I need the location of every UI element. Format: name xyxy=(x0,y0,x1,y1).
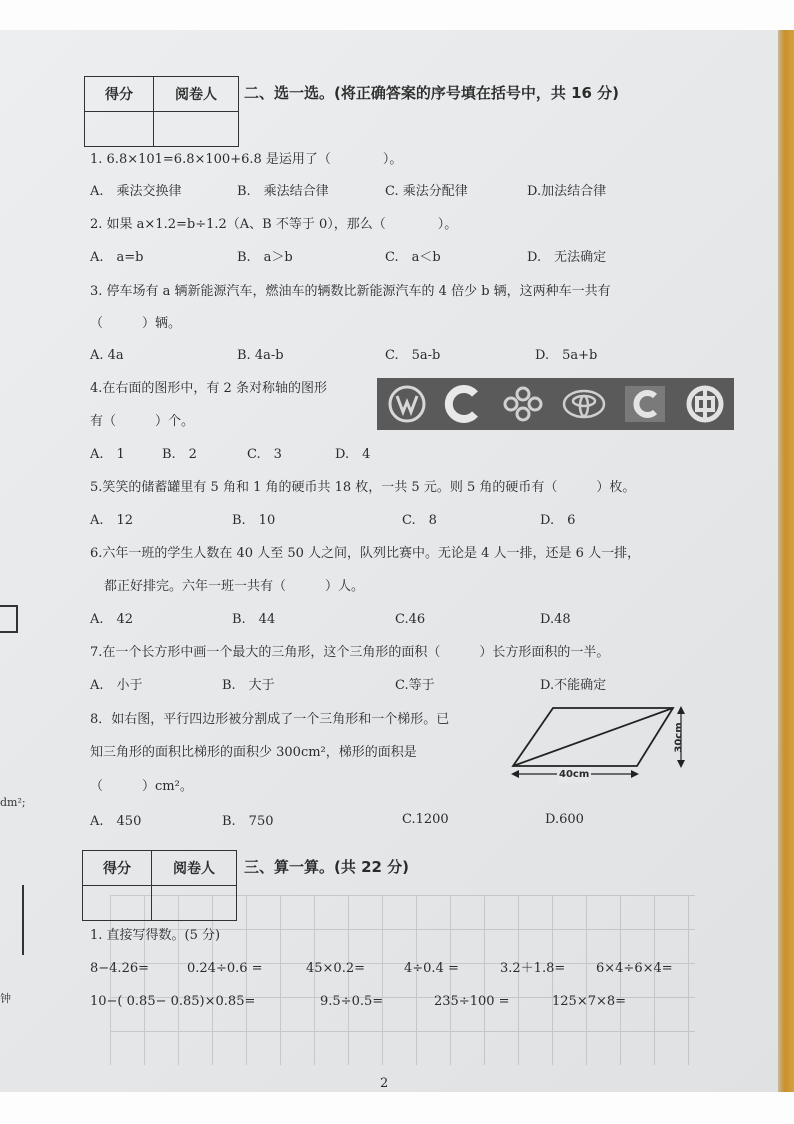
q8-option-a: A. 450 xyxy=(90,814,142,829)
photo-background-top xyxy=(0,0,794,30)
calc-item: 6×4÷6×4= xyxy=(596,961,673,976)
section3-title: 三、算一算。(共 22 分) xyxy=(244,858,410,876)
grader-header: 阅卷人 xyxy=(154,77,239,112)
score-cell[interactable] xyxy=(85,112,154,147)
binder-edge xyxy=(778,30,794,1092)
calc-item: 4÷0.4 = xyxy=(404,961,459,976)
q5-option-a: A. 12 xyxy=(90,513,134,528)
q3-stem-line2: （ ）辆。 xyxy=(90,316,182,331)
q1-option-c: C. 乘法分配律 xyxy=(385,184,468,199)
q3-option-c: C. 5a-b xyxy=(385,348,441,363)
q8-height-label: 30cm xyxy=(673,722,685,753)
q4-option-a: A. 1 xyxy=(90,447,125,462)
calc-item: 0.24÷0.6 = xyxy=(187,961,263,976)
q8-option-d: D.600 xyxy=(545,812,584,827)
score-cell[interactable] xyxy=(83,886,152,921)
calc-item: 125×7×8= xyxy=(552,994,627,1009)
score-box-section2 xyxy=(84,76,239,147)
q2-option-a: A. a=b xyxy=(90,250,144,265)
photo-background-bottom xyxy=(0,1092,794,1124)
q1-option-a: A. 乘法交换律 xyxy=(90,184,182,199)
q6-option-d: D.48 xyxy=(540,612,571,627)
q8-option-b: B. 750 xyxy=(222,814,274,829)
q1-option-d: D.加法结合律 xyxy=(527,184,607,199)
margin-text-dm: dm²; xyxy=(0,796,26,809)
calc-item: 3.2＋1.8= xyxy=(500,961,566,976)
q4-stem-line2: 有（ ）个。 xyxy=(90,414,195,429)
q1-stem: 1. 6.8×101=6.8×100+6.8 是运用了（ ）。 xyxy=(90,152,403,167)
q5-option-d: D. 6 xyxy=(540,513,576,528)
cmbc-logo-icon xyxy=(623,384,667,424)
q6-option-c: C.46 xyxy=(395,612,426,627)
ccb-logo-icon xyxy=(443,384,483,424)
q5-option-c: C. 8 xyxy=(402,513,437,528)
q6-option-b: B. 44 xyxy=(232,612,276,627)
calc-item: 235÷100 = xyxy=(434,994,510,1009)
calc-item: 9.5÷0.5= xyxy=(320,994,384,1009)
q3-option-d: D. 5a+b xyxy=(535,348,598,363)
q4-option-b: B. 2 xyxy=(162,447,197,462)
calc-item: 45×0.2= xyxy=(306,961,366,976)
score-header: 得分 xyxy=(85,77,154,112)
q2-option-c: C. a＜b xyxy=(385,250,441,265)
score-box-section3 xyxy=(82,850,237,921)
china-unicom-knot-icon xyxy=(497,384,549,424)
q8-stem-line2: 知三角形的面积比梯形的面积少 300cm²，梯形的面积是 xyxy=(90,745,417,760)
q2-option-b: B. a＞b xyxy=(237,250,293,265)
toyota-logo-icon xyxy=(561,384,607,424)
grader-cell[interactable] xyxy=(152,886,237,921)
q5-option-b: B. 10 xyxy=(232,513,276,528)
q6-stem-line2: 都正好排完。六年一班一共有（ ）人。 xyxy=(104,579,365,594)
q7-option-b: B. 大于 xyxy=(222,678,275,693)
logo-strip xyxy=(377,378,734,430)
score-header: 得分 xyxy=(83,851,152,886)
grader-header: 阅卷人 xyxy=(152,851,237,886)
bank-of-china-logo-icon xyxy=(685,384,725,424)
q3-stem-line1: 3. 停车场有 a 辆新能源汽车，燃油车的辆数比新能源汽车的 4 倍少 b 辆，这两种车一共有 xyxy=(90,284,611,299)
q8-option-c: C.1200 xyxy=(402,812,449,827)
q4-option-d: D. 4 xyxy=(335,447,371,462)
q2-option-d: D. 无法确定 xyxy=(527,250,607,265)
q7-option-c: C.等于 xyxy=(395,678,435,693)
q2-stem: 2. 如果 a×1.2=b÷1.2（A、B 不等于 0），那么（ ）。 xyxy=(90,217,458,232)
page-number: 2 xyxy=(380,1076,389,1091)
volkswagen-logo-icon xyxy=(387,384,427,424)
q6-stem-line1: 6.六年一班的学生人数在 40 人至 50 人之间，队列比赛中。无论是 4 人一排，还是 6 人一排， xyxy=(90,546,641,561)
q5-stem: 5.笑笑的储蓄罐里有 5 角和 1 角的硬币共 18 枚，一共 5 元。则 5 角的硬币有（ ）枚。 xyxy=(90,480,636,495)
q3-option-b: B. 4a-b xyxy=(237,348,284,363)
section3-sub1: 1. 直接写得数。(5 分) xyxy=(90,928,221,943)
q6-option-a: A. 42 xyxy=(90,612,134,627)
q3-option-a: A. 4a xyxy=(90,348,124,363)
q7-option-a: A. 小于 xyxy=(90,678,143,693)
q8-stem-line1: 8．如右图，平行四边形被分割成了一个三角形和一个梯形。已 xyxy=(90,712,450,727)
calc-item: 10−( 0.85− 0.85)×0.85= xyxy=(90,994,256,1009)
q7-stem: 7.在一个长方形中画一个最大的三角形，这个三角形的面积（ ）长方形面积的一半。 xyxy=(90,645,610,660)
grader-cell[interactable] xyxy=(154,112,239,147)
calc-item: 8−4.26= xyxy=(90,961,150,976)
margin-cube-fragment xyxy=(0,605,18,633)
margin-text-zhong: 钟 xyxy=(0,992,11,1005)
section2-title: 二、选一选。(将正确答案的序号填在括号中，共 16 分) xyxy=(244,84,620,102)
q4-option-c: C. 3 xyxy=(247,447,282,462)
q8-stem-line3: （ ）cm²。 xyxy=(90,779,193,794)
q1-option-b: B. 乘法结合律 xyxy=(237,184,329,199)
q7-option-d: D.不能确定 xyxy=(540,678,607,693)
q8-base-label: 40cm xyxy=(557,767,591,783)
q4-stem-line1: 4.在右面的图形中，有 2 条对称轴的图形 xyxy=(90,381,327,396)
margin-ladder-fragment xyxy=(0,885,24,955)
